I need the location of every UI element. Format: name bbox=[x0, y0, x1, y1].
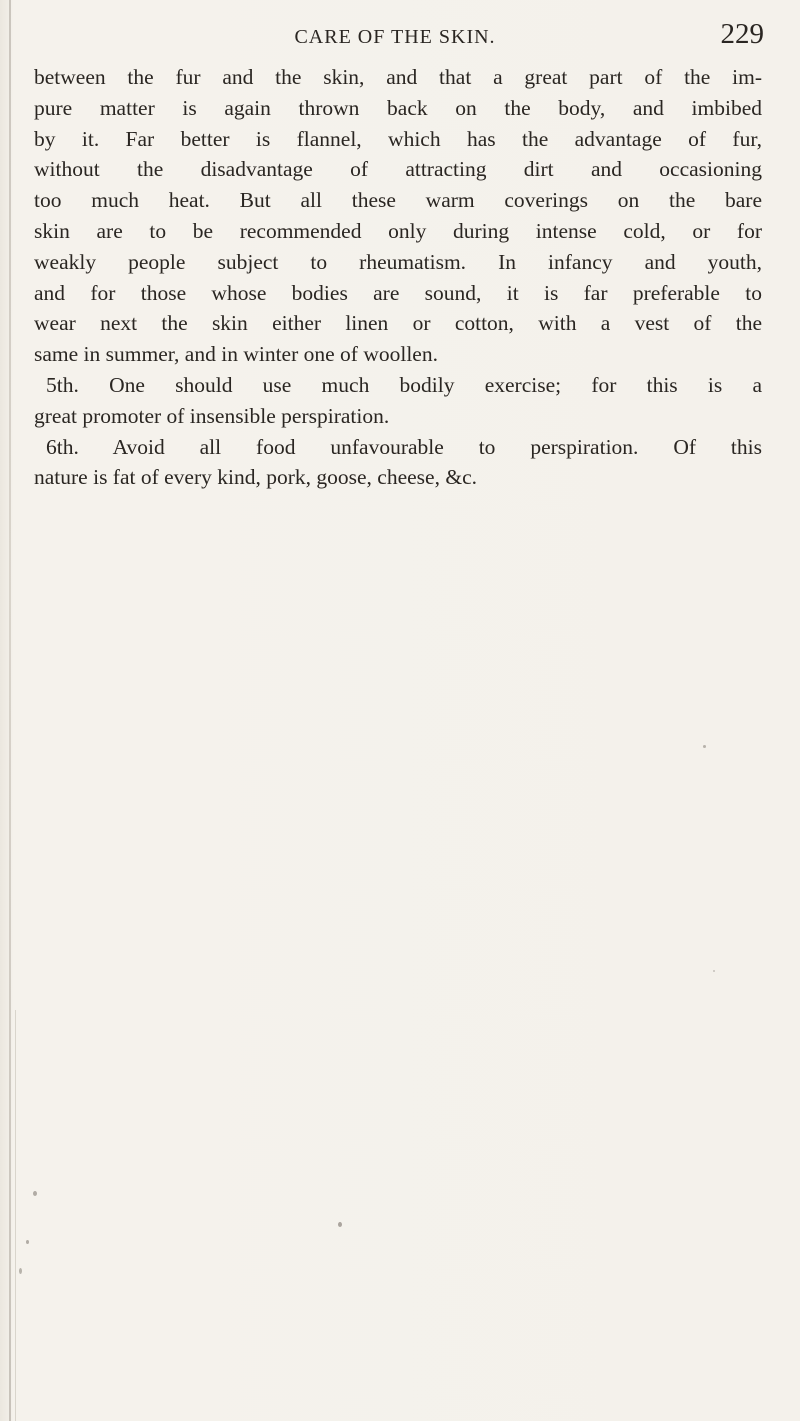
paper-speck bbox=[19, 1268, 22, 1274]
text-line: without the disadvantage of attracting dirt and occasioning bbox=[34, 157, 762, 182]
text-line: 5th. One should use much bodily exercise; for this is a bbox=[46, 372, 762, 397]
text-line: nature is fat of every kind, pork, goose, cheese, &c. bbox=[34, 465, 477, 490]
paper-speck bbox=[26, 1240, 29, 1244]
running-head: CARE OF THE SKIN. bbox=[294, 26, 496, 48]
text-line: wear next the skin either linen or cotton, with a vest of the bbox=[34, 311, 762, 336]
page-header bbox=[30, 14, 764, 58]
text-line: weakly people subject to rheumatism. In infancy and youth, bbox=[34, 249, 762, 274]
paper-speck bbox=[33, 1191, 37, 1196]
paper-speck bbox=[338, 1222, 342, 1227]
text-line: too much heat. But all these warm coverings on the bare bbox=[34, 188, 762, 213]
text-line: skin are to be recommended only during intense cold, or for bbox=[34, 218, 762, 243]
body-text bbox=[34, 62, 762, 493]
binding-gutter-line bbox=[9, 0, 11, 1421]
text-line: great promoter of insensible perspiration. bbox=[34, 403, 390, 428]
binding-shadow-line bbox=[15, 1010, 16, 1421]
text-line: pure matter is again thrown back on the body, and imbibed bbox=[34, 95, 762, 120]
page-number: 229 bbox=[720, 18, 764, 50]
text-line: and for those whose bodies are sound, it is far preferable to bbox=[34, 280, 762, 305]
text-line: by it. Far better is flannel, which has the advantage of fur, bbox=[34, 126, 762, 151]
text-line: 6th. Avoid all food unfavourable to perspiration. Of this bbox=[46, 434, 762, 459]
text-line: between the fur and the skin, and that a great part of the im- bbox=[34, 65, 762, 89]
paper-speck bbox=[713, 970, 715, 972]
paper-speck bbox=[703, 745, 706, 748]
text-line: same in summer, and in winter one of woollen. bbox=[34, 342, 438, 367]
